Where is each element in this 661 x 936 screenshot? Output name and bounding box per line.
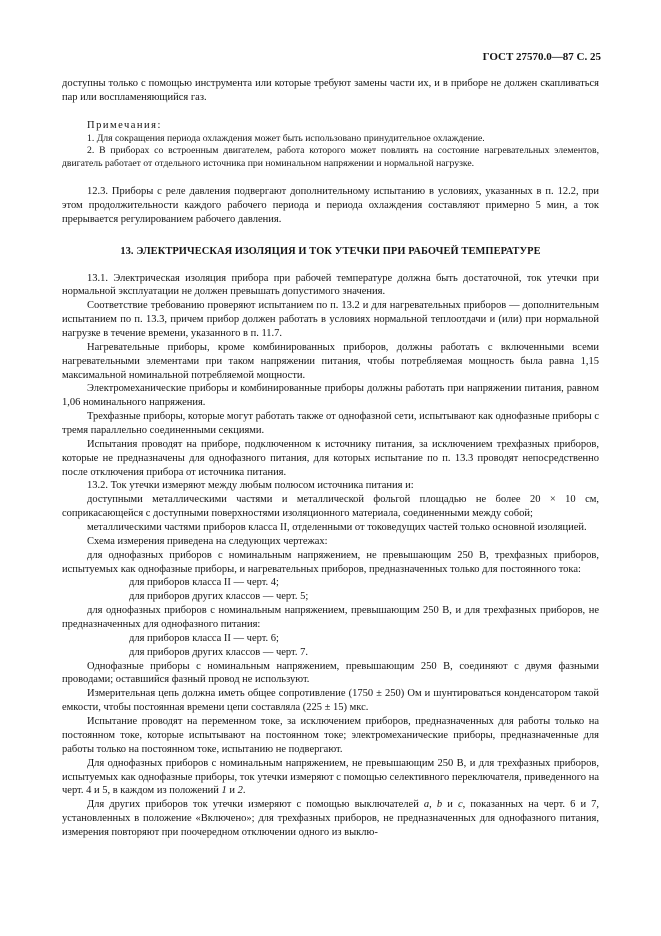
paragraph: Электромеханические приборы и комбинированные приборы должны работать при напряжении питания, равном 1,06 номинального напряжения.: [62, 383, 599, 409]
note-item: 2. В приборах со встроенным двигателем, работа которого может повлиять на состояние нагревательных элементов, двигатель работает от отдельного источника при номинальном напряжении и нормальной нагрузке.: [62, 145, 599, 170]
paragraph: Испытание проводят на переменном токе, за исключением приборов, предназначенных для работы только на постоянном токе, которые испытывают на постоянном токе; электромеханические приборы, предназначенные для работы только на постоянном токе, испытанию не подвергают.: [62, 716, 599, 755]
paragraph: Нагревательные приборы, кроме комбинированных приборов, должны работать с включенными всеми нагревательными элементами при таком напряжении питания, чтобы потребляемая мощность была равна 1,15 максимальной номинальной потребляемой мощности.: [62, 341, 599, 381]
paragraph-switches: [62, 798, 599, 840]
separator: ,: [429, 799, 432, 811]
paragraph-text: , показанных на черт. 6 и 7, установленных в положение «Включено»; для трехфазных приборов, не предназначенных для однофазного питания, измерения повторяют при поочередном отключении одного из выклю-: [62, 799, 600, 838]
paragraph: для однофазных приборов с номинальным напряжением, превышающим 250 В, и для трехфазных приборов, не предназначенных для однофазного питания:: [62, 605, 599, 631]
paragraph: Однофазные приборы с номинальным напряжением, превышающим 250 В, соединяют с двумя фазными проводами; оставшийся фазный провод не используют.: [62, 660, 599, 686]
sub-item: для приборов класса II — черт. 4;: [129, 577, 279, 589]
clause-13-1: 13.1. Электрическая изоляция прибора при рабочей температуре должна быть достаточной, ток утечки при нормальной эксплуатации не должен превышать допустимого значения.: [62, 272, 599, 298]
paragraph-text: Для других приборов ток утечки измеряют с помощью выключателей: [87, 799, 419, 811]
conjunction: и: [229, 785, 235, 797]
conjunction: и: [447, 799, 453, 811]
note-item: 1. Для сокращения периода охлаждения может быть использовано принудительное охлаждение.: [87, 132, 485, 144]
switch-c-label: c: [457, 799, 463, 811]
paragraph-text: Для однофазных приборов с номинальным напряжением, не превышающим 250 В, и для трехфазных приборов, испытуемых как однофазные приборы, ток утечки измеряют с помощью селективного переключателя, приведенного на черт. 4 и 5, в каждом из положений: [62, 757, 599, 797]
position-1-label: 1: [221, 785, 227, 797]
paragraph: доступными металлическими частями и металлической фольгой площадью не более 20 × 10 см, соприкасающейся с доступными поверхностями изоляционного материала, соединенными между собой;: [62, 494, 599, 520]
sub-item: для приборов класса II — черт. 6;: [129, 632, 279, 644]
sub-item: для приборов других классов — черт. 7.: [129, 646, 308, 658]
paragraph: Измерительная цепь должна иметь общее сопротивление (1750 ± 250) Ом и шунтироваться конденсатором такой емкости, чтобы постоянная времени цепи составляла (225 ± 15) мкс.: [62, 688, 599, 714]
switch-b-label: b: [436, 799, 443, 811]
sub-item: для приборов других классов — черт. 5;: [129, 591, 309, 603]
position-2-label: 2: [237, 785, 243, 797]
clause-13-2: 13.2. Ток утечки измеряют между любым полюсом источника питания и:: [87, 480, 414, 492]
clause-12-3: 12.3. Приборы с реле давления подвергают дополнительному испытанию в условиях, указанных в п. 12.2, при этом продолжительности каждого рабочего периода и периода охлаждения составляют примерно 5 мин, а ток прерывается регулированием рабочего давления.: [62, 186, 599, 225]
paragraph-selective-switch: [62, 757, 599, 799]
paragraph: Трехфазные приборы, которые могут работать также от однофазной сети, испытывают как однофазные приборы с тремя параллельно соединенными секциями.: [62, 411, 599, 437]
paragraph: Испытания проводят на приборе, подключенном к источнику питания, за исключением трехфазных приборов, которые не предназначены для однофазного питания, для которых испытание по п. 13.3 проводят непосредственно после отключения прибора от источника питания.: [62, 438, 599, 478]
paragraph: Схема измерения приведена на следующих чертежах:: [87, 535, 328, 547]
paragraph: Соответствие требованию проверяют испытанием по п. 13.2 и для нагревательных приборов — дополнительным испытанием по п. 13.3, причем прибор должен работать в условиях нормальной теплоотдачи и (или) при нормальной нагрузке в течение времени, указанного в п. 11.7.: [62, 300, 599, 339]
continuation-paragraph: доступны только с помощью инструмента или которые требуют замены части их, и в приборе не должен скапливаться пар или воспламеняющийся газ.: [62, 78, 599, 103]
notes-title: Примечания:: [87, 119, 162, 131]
paragraph: для однофазных приборов с номинальным напряжением, не превышающим 250 В, трехфазных приборов, испытуемых как однофазные приборы, и нагревательных приборов, предназначенных только для постоянного тока:: [62, 549, 599, 575]
running-header: ГОСТ 27570.0—87 С. 25: [482, 51, 601, 63]
sentence-end: .: [242, 785, 246, 797]
section-13-heading: 13. ЭЛЕКТРИЧЕСКАЯ ИЗОЛЯЦИЯ И ТОК УТЕЧКИ ПРИ РАБОЧЕЙ ТЕМПЕРАТУРЕ: [120, 245, 541, 257]
switch-a-label: a: [423, 799, 430, 811]
page-body: [62, 77, 599, 840]
paragraph: металлическими частями приборов класса II, отделенными от токоведущих частей только основной изоляцией.: [87, 522, 587, 534]
